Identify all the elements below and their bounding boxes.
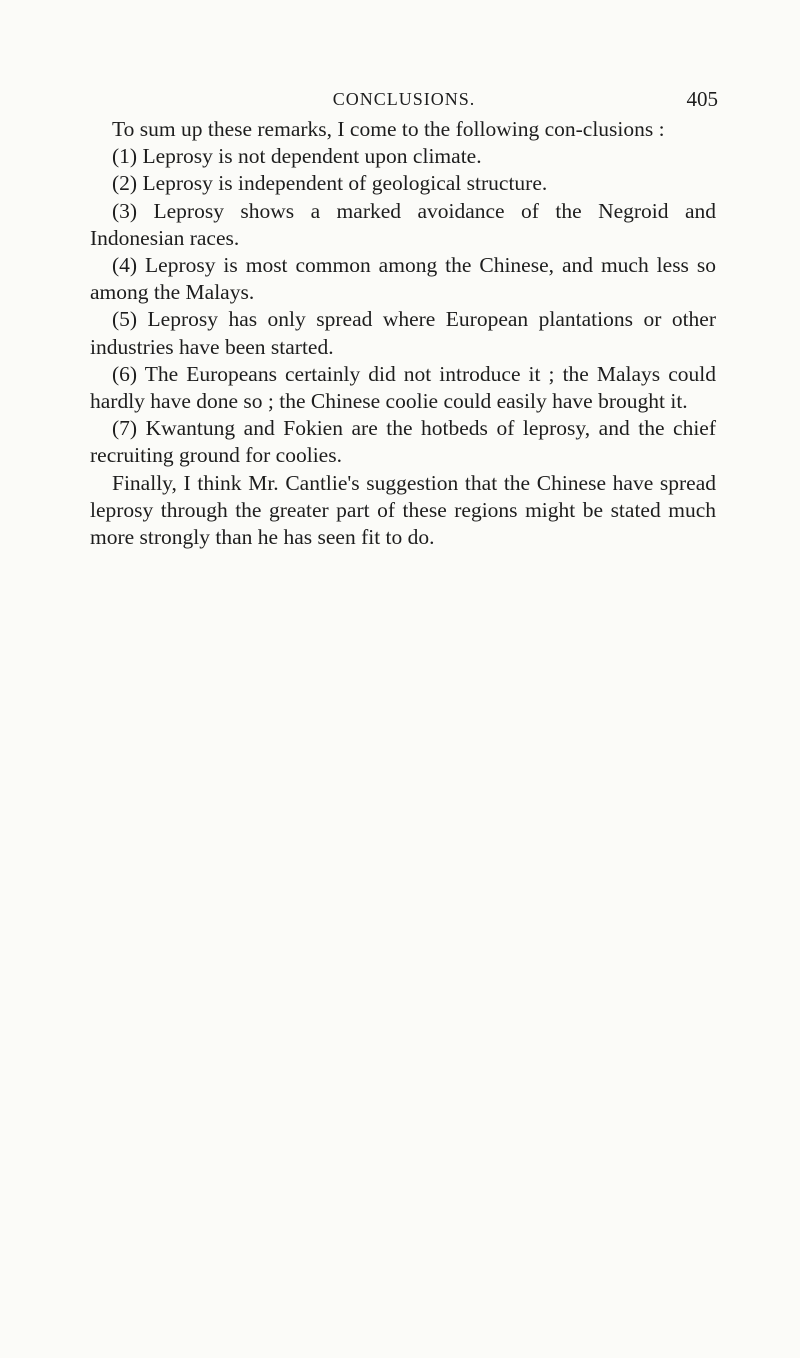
page-number: 405 <box>686 87 718 111</box>
conclusion-5: (5) Leprosy has only spread where European plantations or other industries have been started. <box>90 307 716 359</box>
conclusion-2: (2) Leprosy is independent of geological structure. <box>112 171 548 196</box>
conclusion-6: (6) The Europeans certainly did not introduce it ; the Malays could hardly have done so ; the Chinese coolie could easily have brought it. <box>90 361 716 414</box>
paragraph-final: Finally, I think Mr. Cantlie's suggestion that the Chinese have spread leprosy through the greater part of these regions might be stated much more strongly than he has seen fit to do. <box>90 470 716 550</box>
running-title: CONCLUSIONS. <box>332 89 476 109</box>
body-text <box>90 116 716 551</box>
conclusion-3: (3) Leprosy shows a marked avoidance of the Negroid and Indonesian races. <box>90 198 716 250</box>
conclusion-7: (7) Kwantung and Fokien are the hotbeds of leprosy, and the chief recruiting ground for coolies. <box>90 416 716 468</box>
conclusion-4: (4) Leprosy is most common among the Chinese, and much less so among the Malays. <box>90 253 716 305</box>
conclusion-1: (1) Leprosy is not dependent upon climate. <box>112 144 482 169</box>
paragraph-summary: To sum up these remarks, I come to the following con-clusions : <box>112 117 665 141</box>
running-head <box>90 86 718 112</box>
